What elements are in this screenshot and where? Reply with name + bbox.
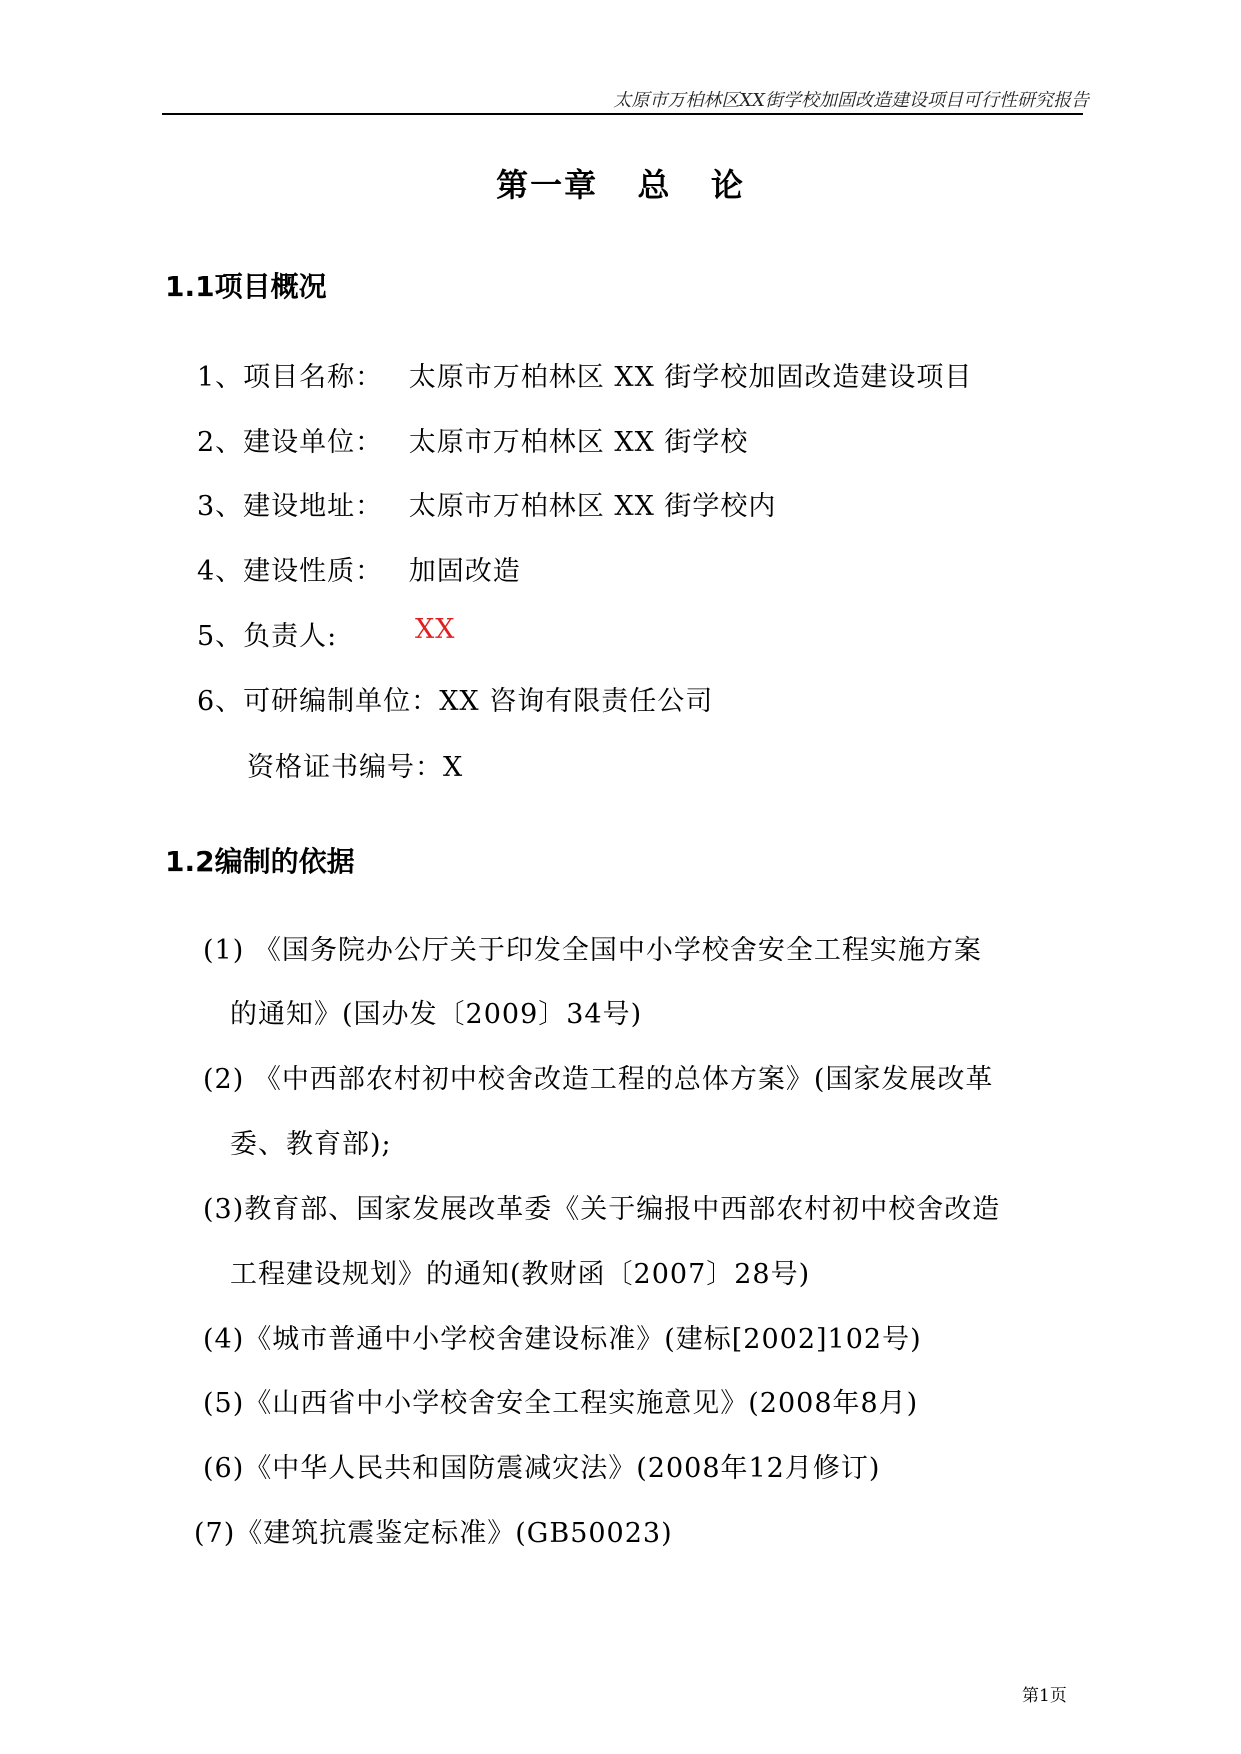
overview-item <box>197 679 713 718</box>
section-title-overview: 1.1项目概况 <box>165 270 327 303</box>
item-label: 5、负责人: <box>197 621 338 652</box>
overview-item <box>197 614 456 653</box>
basis-line: (1) 《国务院办公厅关于印发全国中小学校舍安全工程实施方案 <box>203 935 982 966</box>
chapter-title: 第一章 总 论 <box>496 166 745 204</box>
item-value: 太原市万柏林区 XX 街学校内 <box>408 491 777 522</box>
basis-line: (5)《山西省中小学校舍安全工程实施意见》(2008年8月) <box>203 1388 919 1419</box>
item-value: 太原市万柏林区 XX 街学校加固改造建设项目 <box>408 362 973 393</box>
item-label: 2、建设单位： <box>197 427 384 458</box>
item-label: 1、项目名称： <box>197 362 384 393</box>
item-value: XX 咨询有限责任公司 <box>439 686 714 717</box>
basis-line: (2) 《中西部农村初中校舍改造工程的总体方案》(国家发展改革 <box>203 1064 994 1095</box>
item-value: 太原市万柏林区 XX 街学校 <box>408 427 749 458</box>
item-value-red: XX <box>415 614 456 645</box>
basis-line: 工程建设规划》的通知(教财函〔2007〕28号) <box>230 1259 811 1290</box>
basis-line: (4)《城市普通中小学校舍建设标准》(建标[2002]102号) <box>203 1324 922 1355</box>
page-number: 第1页 <box>1022 1686 1067 1706</box>
item-label: 3、建设地址： <box>197 491 384 522</box>
item-label: 6、可研编制单位： <box>197 686 440 717</box>
overview-item <box>197 549 521 588</box>
cert-number: 资格证书编号：X <box>247 752 464 783</box>
item-label: 4、建设性质： <box>197 556 384 587</box>
running-header: 太原市万柏林区XX街学校加固改造建设项目可行性研究报告 <box>613 90 1089 111</box>
overview-item <box>197 355 972 394</box>
basis-line: 的通知》(国办发〔2009〕34号) <box>230 999 643 1030</box>
overview-item <box>197 484 776 523</box>
basis-line: (6)《中华人民共和国防震减灾法》(2008年12月修订) <box>203 1453 881 1484</box>
basis-line: (3)教育部、国家发展改革委《关于编报中西部农村初中校舍改造 <box>203 1194 1001 1225</box>
header-rule <box>162 113 1083 115</box>
section-title-basis: 1.2编制的依据 <box>165 845 355 878</box>
item-value: 加固改造 <box>408 556 521 587</box>
overview-item <box>197 420 748 459</box>
basis-line: 委、教育部); <box>230 1129 392 1160</box>
basis-line: (7)《建筑抗震鉴定标准》(GB50023) <box>194 1518 673 1549</box>
